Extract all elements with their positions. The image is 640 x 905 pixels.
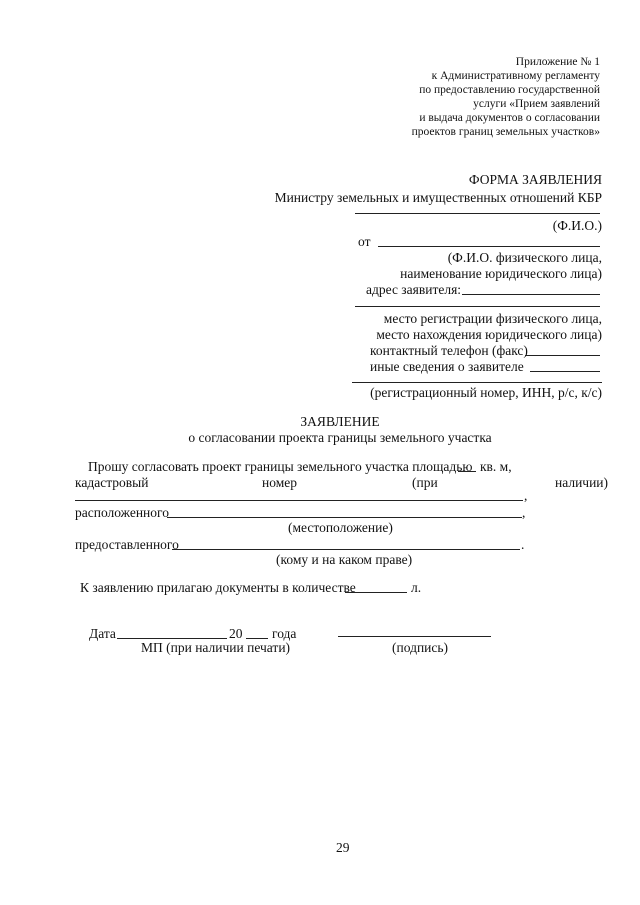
year-line [246,638,268,639]
form-title: ФОРМА ЗАЯВЛЕНИЯ [468,172,602,187]
cadastral-line [75,500,523,501]
reg-caption: (регистрационный номер, ИНН, р/с, к/с) [370,385,602,400]
other-info-label: иные сведения о заявителе [370,359,524,374]
attachments-count-line [345,592,407,593]
page-number: 29 [336,840,350,855]
request-text: Прошу согласовать проект границы земельного участка площадью [88,459,473,474]
location-caption: (местоположение) [288,520,393,535]
comma: , [524,488,528,503]
cadastral-word: кадастровый [75,475,149,490]
number-word: номер [262,475,298,490]
period: . [521,537,525,552]
from-line [378,246,600,247]
appendix-line: к Административному регламенту [431,70,600,82]
fio-line [355,213,600,214]
year-suffix: года [272,626,297,641]
from-caption-2: наименование юридического лица) [400,266,602,281]
other-info-line [530,371,600,372]
location-line [167,517,522,518]
area-unit: кв. м, [480,459,512,474]
reg-place-caption-2: место нахождения юридического лица) [376,327,602,342]
address-label: адрес заявителя: [366,282,462,297]
date-line [117,638,227,639]
phone-label: контактный телефон (факс) [370,343,528,358]
appendix-line: проектов границ земельных участков» [411,126,600,138]
attachments-unit: л. [411,580,422,595]
provided-line [172,549,520,550]
available-word: наличии) [555,475,609,490]
reg-place-caption-1: место регистрации физического лица, [383,311,602,326]
appendix-line: по предоставлению государственной [419,84,600,96]
reg-line [352,382,602,383]
provided-label: предоставленного [75,537,179,552]
located-label: расположенного [75,505,169,520]
phone-line [525,355,600,356]
appendix-block [412,55,600,139]
signature-caption: (подпись) [392,640,449,655]
statement-subheading: о согласовании проекта границы земельного участка [188,430,492,445]
appendix-line: Приложение № 1 [515,56,600,68]
date-label: Дата [89,626,116,641]
signature-line [338,636,491,637]
fio-caption: (Ф.И.О.) [552,218,602,233]
appendix-line: услуги «Прием заявлений [473,98,600,110]
attachments-label: К заявлению прилагаю документы в количестве [80,580,356,595]
from-label: от [358,234,371,249]
comma: , [522,505,526,520]
appendix-line: и выдача документов о согласовании [419,112,600,124]
address-line [462,294,600,295]
addressee: Министру земельных и имущественных отношений КБР [274,190,602,205]
statement-heading: ЗАЯВЛЕНИЕ [300,414,380,429]
if-word: (при [412,475,438,490]
area-line [458,471,476,472]
year-prefix: 20 [229,626,243,641]
from-caption-1: (Ф.И.О. физического лица, [447,250,602,265]
provided-caption: (кому и на каком праве) [276,552,413,567]
address-line-2 [355,306,600,307]
stamp-caption: МП (при наличии печати) [141,640,291,655]
